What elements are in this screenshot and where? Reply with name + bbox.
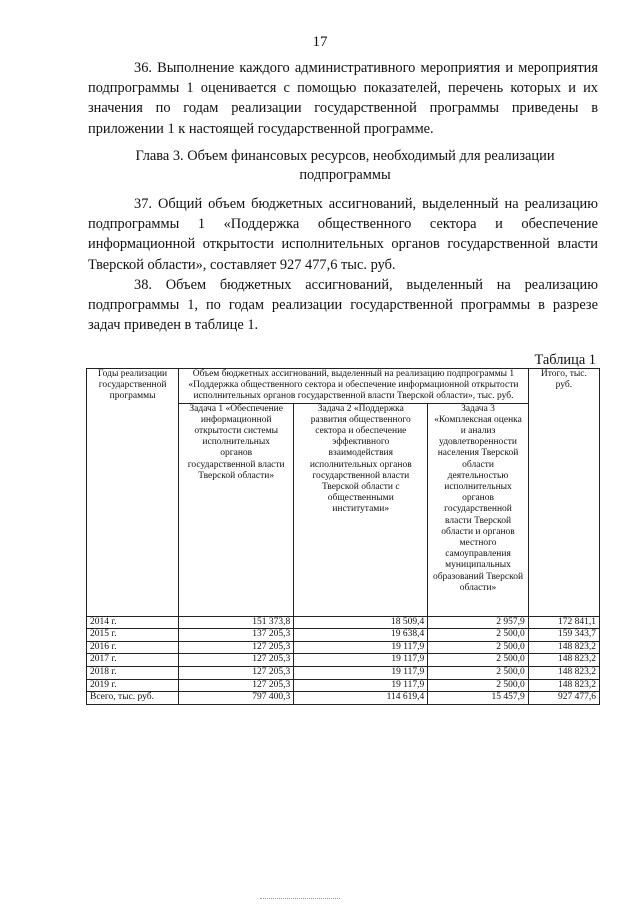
budget-table	[86, 368, 600, 705]
table-row	[87, 629, 600, 642]
header-total: Итого, тыс. руб.	[528, 369, 599, 617]
table-row	[87, 641, 600, 654]
row-year: 2018 г.	[87, 666, 179, 679]
row-task-1: 127 205,3	[179, 654, 294, 667]
row-task-2: 19 117,9	[294, 654, 428, 667]
row-total: 159 343,7	[528, 629, 599, 642]
table-row	[87, 654, 600, 667]
row-task-3: 2 957,9	[428, 616, 529, 629]
row-total: 172 841,1	[528, 616, 599, 629]
row-task-1: 127 205,3	[179, 641, 294, 654]
header-task-3: Задача 3 «Комплексная оценка и анализ удовлетворенности населения Тверской области деятельностью исполнительных органов государственной власти Тверской области и органов местного самоуправления муниципальных образований Тверской области»	[428, 403, 529, 616]
row-task-2: 19 117,9	[294, 666, 428, 679]
row-year: 2019 г.	[87, 679, 179, 692]
scan-artifact	[260, 898, 340, 900]
row-task-1: 797 400,3	[179, 692, 294, 705]
paragraph-36: 36. Выполнение каждого административного мероприятия и мероприятия подпрограммы 1 оценивается с помощью показателей, перечень которых и их значения по годам реализации государственной программы приведены в приложении 1 к настоящей государственной программе.	[88, 60, 598, 137]
header-years: Годы реализации государственной программы	[87, 369, 179, 617]
row-task-2: 114 619,4	[294, 692, 428, 705]
row-task-1: 127 205,3	[179, 666, 294, 679]
row-task-2: 18 509,4	[294, 616, 428, 629]
row-task-3: 2 500,0	[428, 641, 529, 654]
row-task-3: 2 500,0	[428, 654, 529, 667]
row-task-3: 15 457,9	[428, 692, 529, 705]
row-total: 148 823,2	[528, 641, 599, 654]
row-year: 2017 г.	[87, 654, 179, 667]
row-total: 927 477,6	[528, 692, 599, 705]
chapter-title: Глава 3. Объем финансовых ресурсов, необходимый для реализации подпрограммы	[135, 148, 555, 183]
table-caption: Таблица 1	[534, 352, 596, 368]
row-year: 2015 г.	[87, 629, 179, 642]
header-group: Объем бюджетных ассигнований, выделенный на реализацию подпрограммы 1 «Поддержка общественного сектора и обеспечение информационной открытости исполнительных органов государственной власти Тверской области», тыс. руб.	[179, 369, 529, 404]
row-task-3: 2 500,0	[428, 629, 529, 642]
row-task-2: 19 638,4	[294, 629, 428, 642]
row-year: 2014 г.	[87, 616, 179, 629]
row-task-2: 19 117,9	[294, 641, 428, 654]
row-total: 148 823,2	[528, 666, 599, 679]
row-total: 148 823,2	[528, 679, 599, 692]
header-task-2: Задача 2 «Поддержка развития общественного сектора и обеспечение эффективного взаимодействия исполнительных органов государственной власти Тверской области с общественными институтами»	[294, 403, 428, 616]
row-task-1: 127 205,3	[179, 679, 294, 692]
row-year: 2016 г.	[87, 641, 179, 654]
table-row	[87, 679, 600, 692]
row-task-3: 2 500,0	[428, 679, 529, 692]
paragraph-38: 38. Объем бюджетных ассигнований, выделенный на реализацию подпрограммы 1, по годам реализации государственной программы в разрезе задач приведен в таблице 1.	[88, 277, 598, 334]
row-task-1: 137 205,3	[179, 629, 294, 642]
paragraph-37: 37. Общий объем бюджетных ассигнований, выделенный на реализацию подпрограммы 1 «Поддержка общественного сектора и обеспечение информационной открытости исполнительных органов государственной власти Тверской области», составляет 927 477,6 тыс. руб.	[88, 196, 598, 273]
table-row	[87, 616, 600, 629]
header-task-1: Задача 1 «Обеспечение информационной открытости системы исполнительных органов государственной власти Тверской области»	[179, 403, 294, 616]
row-year: Всего, тыс. руб.	[87, 692, 179, 705]
row-task-3: 2 500,0	[428, 666, 529, 679]
row-total: 148 823,2	[528, 654, 599, 667]
row-task-1: 151 373,8	[179, 616, 294, 629]
row-task-2: 19 117,9	[294, 679, 428, 692]
table-row	[87, 666, 600, 679]
table-row	[87, 692, 600, 705]
page-number: 17	[312, 34, 328, 50]
